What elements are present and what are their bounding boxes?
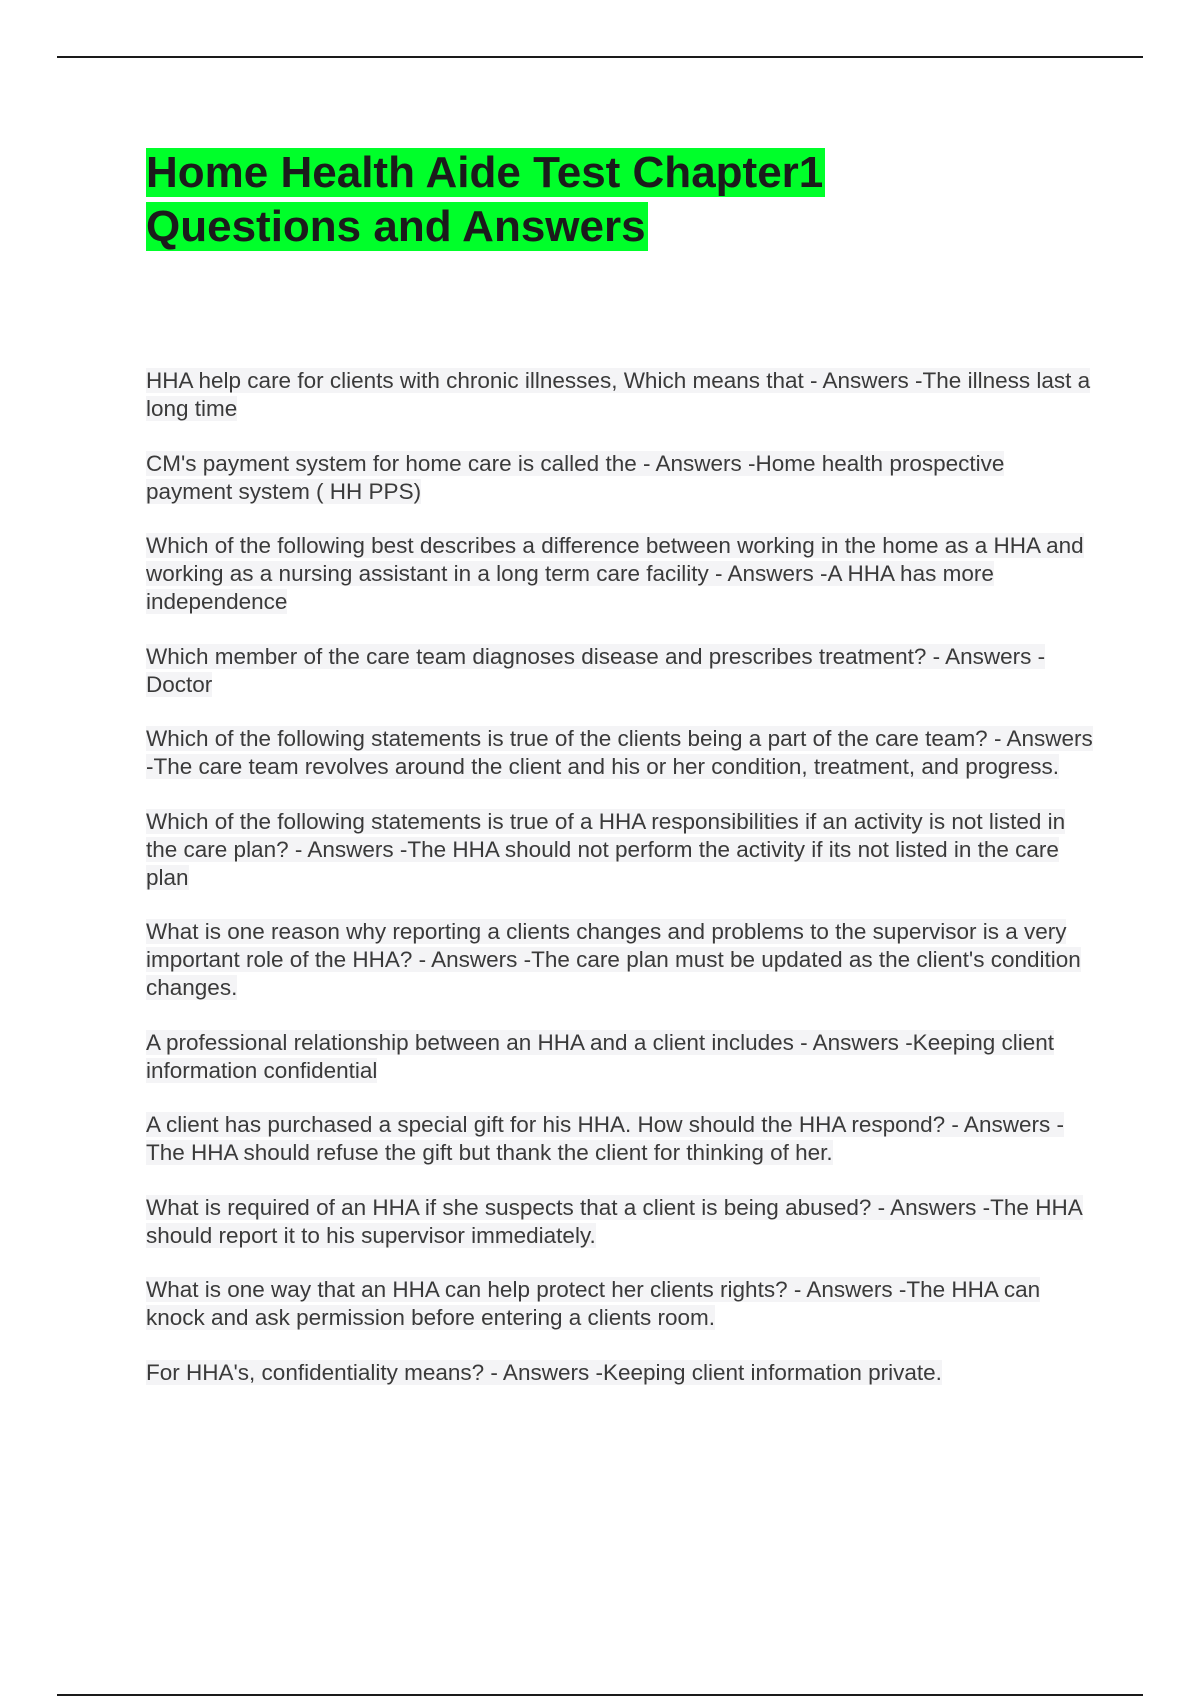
qa-item	[146, 450, 1096, 506]
qa-text: CM's payment system for home care is called the - Answers -Home health prospective payment system ( HH PPS)	[146, 450, 1005, 504]
qa-item	[146, 1111, 1096, 1167]
qa-list	[146, 367, 1096, 1413]
qa-item	[146, 1276, 1096, 1332]
qa-text: What is one way that an HHA can help protect her clients rights? - Answers -The HHA can knock and ask permission before entering a clients room.	[146, 1277, 1041, 1330]
qa-text: Which of the following statements is true of a HHA responsibilities if an activity is not listed in the care plan? - Answers -The HHA should not perform the activity if its not listed in the care plan	[146, 808, 1066, 890]
qa-text: A professional relationship between an HHA and a client includes - Answers -Keeping client information confidential	[146, 1029, 1055, 1083]
qa-item	[146, 1359, 1096, 1387]
qa-text: A client has purchased a special gift for his HHA. How should the HHA respond? - Answers -The HHA should refuse the gift but thank the client for thinking of her.	[146, 1112, 1064, 1165]
qa-item	[146, 918, 1096, 1002]
qa-item	[146, 808, 1096, 892]
document-title	[146, 146, 825, 254]
qa-item	[146, 1029, 1096, 1085]
qa-text: What is required of an HHA if she suspects that a client is being abused? - Answers -The HHA should report it to his supervisor immediately.	[146, 1194, 1083, 1248]
qa-text: Which of the following statements is true of the clients being a part of the care team? - Answers -The care team revolves around the client and his or her condition, treatment, and progress.	[146, 726, 1093, 779]
qa-text: What is one reason why reporting a clients changes and problems to the supervisor is a very important role of the HHA? - Answers -The care plan must be updated as the client's condition changes.	[146, 919, 1081, 1000]
qa-text: HHA help care for clients with chronic illnesses, Which means that - Answers -The illness last a long time	[146, 368, 1091, 421]
header-rule	[57, 56, 1143, 58]
qa-item	[146, 367, 1096, 423]
qa-item	[146, 725, 1096, 781]
title-highlight-line2: Questions and Answers	[146, 202, 646, 251]
qa-item	[146, 1194, 1096, 1250]
footer-rule	[57, 1694, 1143, 1696]
qa-text: Which of the following best describes a difference between working in the home as a HHA and working as a nursing assistant in a long term care facility - Answers -A HHA has more independence	[146, 533, 1084, 614]
qa-item	[146, 643, 1096, 699]
qa-item	[146, 532, 1096, 616]
qa-text: For HHA's, confidentiality means? - Answers -Keeping client information private.	[146, 1359, 942, 1385]
title-highlight-line1: Home Health Aide Test Chapter1	[146, 148, 824, 197]
qa-text: Which member of the care team diagnoses disease and prescribes treatment? - Answers -Doctor	[146, 643, 1046, 697]
